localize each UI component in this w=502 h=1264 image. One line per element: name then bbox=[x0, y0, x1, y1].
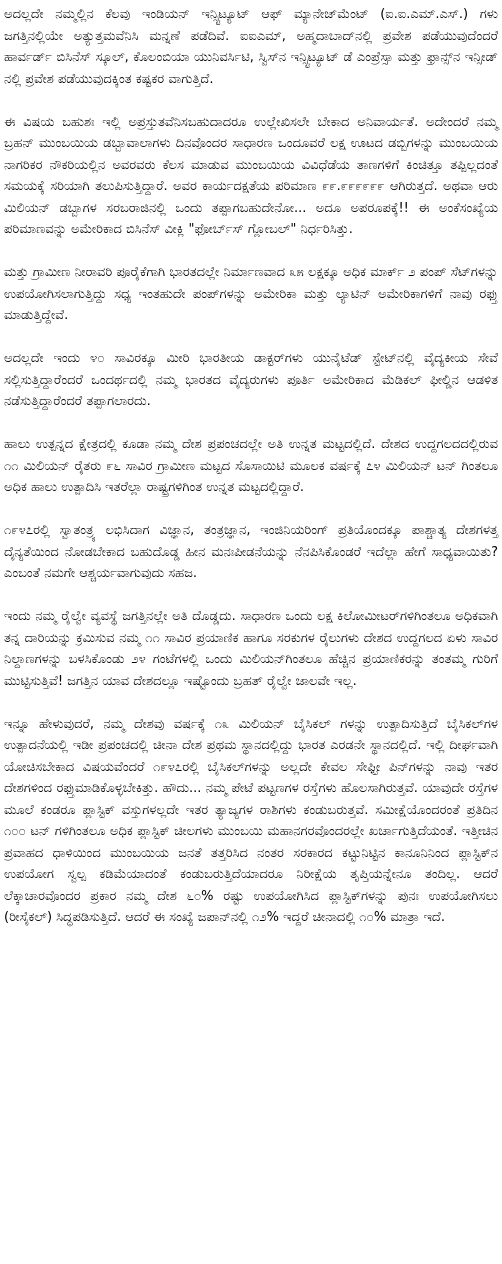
paragraph-milk-production: ಹಾಲು ಉತ್ಪನ್ನದ ಕ್ಷೇತ್ರದಲ್ಲಿ ಕೂಡಾ ನಮ್ಮ ದೇಶ ಪ್ರಪಂಚದಲ್ಲೇ ಅತಿ ಉನ್ನತ ಮಟ್ಟದಲ್ಲಿದೆ. ದೇಶದ ಉದ್ದಗಲದದಲ್ಲಿರುವ ೧೧ ಮಿಲಿಯನ್ ರೈತರು ೯೬ ಸಾವಿರ ಗ್ರಾಮೀಣ ಮಟ್ಟದ ಸೊಸಾಯಿಟಿ ಮೂಲಕ ವರ್ಷಕ್ಕೆ ೭೪ ಮಿಲಿಯನ್ ಟನ್ ಗಿಂತಲೂ ಅಧಿಕ ಹಾಲು ಉತ್ಪಾದಿಸಿ ಇತರೆಲ್ಲಾ ರಾಷ್ಟ್ರಗಳಿಗಿಂತ ಉನ್ನತ ಮಟ್ಟದಲ್ಲಿದ್ದಾರೆ. bbox=[4, 437, 498, 495]
paragraph-indian-doctors: ಅದಲ್ಲದೇ ಇಂದು ೪೦ ಸಾವಿರಕ್ಕೂ ಮೀರಿ ಭಾರತೀಯ ಡಾಕ್ಟರ್‌ಗಳು ಯುನೈಟೆಡ್ ಸ್ಟೇಟ್‌ನಲ್ಲಿ ವೈದ್ಯಕೀಯ ಸೇವೆ ಸಲ್ಲಿಸುತ್ತಿದ್ದಾರೆಂದರೆ ಒಂದರ್ಥದಲ್ಲಿ ನಮ್ಮ ಭಾರತದ ವೈದ್ಯರುಗಳು ಪೂರ್ತಿ ಅಮೇರಿಕಾದ ಮೆಡಿಕಲ್ ಫೀಲ್ಡಿನ ಆಡಳಿತ ನಡೆಸುತ್ತಿದ್ದಾರೆಂದರೆ ತಪ್ಪಾಗಲಾರದು. bbox=[4, 351, 498, 409]
paragraph-independence-1947: ೧೯೪೭ರಲ್ಲಿ ಸ್ವಾತಂತ್ರ್ಯ ಲಭಿಸಿದಾಗ ವಿಜ್ಞಾನ, ತಂತ್ರಜ್ಞಾನ, ಇಂಜಿನಿಯರಿಂಗ್ ಪ್ರತಿಯೊಂದಕ್ಕೂ ಪಾಶ್ಚಾತ್ಯ ದೇಶಗಳತ್ತ ದೈನ್ಯತೆಯಿಂದ ನೋಡಬೇಕಾದ ಬಹುದೊಡ್ಡ ಹೀನ ಮನಃಪೀಡನೆಯನ್ನು ನೆನಪಿಸಿಕೊಂಡರೆ ಇದೆಲ್ಲಾ ಹೇಗೆ ಸಾಧ್ಯವಾಯಿತು? ಎಂಬಂತೆ ನಮಗೇ ಆಶ್ಚರ್ಯವಾಗುವುದು ಸಹಜ. bbox=[4, 523, 498, 581]
paragraph-bicycles-plastic: ಇನ್ನೂ ಹೇಳುವುದರೆ, ನಮ್ಮ ದೇಶವು ವರ್ಷಕ್ಕೆ ೧೩ ಮಿಲಿಯನ್ ಬೈಸಿಕಲ್ ಗಳನ್ನು ಉತ್ಪಾದಿಸುತ್ತಿದೆ ಬೈಸಿಕಲ್‌ಗಳ ಉತ್ಪಾದನೆಯಲ್ಲಿ ಇಡೀ ಪ್ರಪಂಚದಲ್ಲಿ ಚೀನಾ ದೇಶ ಪ್ರಥಮ ಸ್ಥಾನದಲ್ಲಿದ್ದು ಭಾರತ ಎರಡನೇ ಸ್ಥಾನದಲ್ಲಿದೆ. ಇಲ್ಲಿ ದೀರ್ಘವಾಗಿ ಯೋಚಿಸಬೇಕಾದ ವಿಷಯವೆಂದರೆ ೧೯೪೭ರಲ್ಲಿ ಬೈಸಿಕಲ್‌ಗಳನ್ನು ಅಲ್ಲದೇ ಕೇವಲ ಸೇಫ್ಟೀ ಪಿನ್‌ಗಳನ್ನು ನಾವು ಇತರ ದೇಶಗಳಿಂದ ರಫ್ತುಮಾಡಿಕೊಳ್ಳಬೇಕಿತ್ತು. ಹೌದು... ನಮ್ಮ ಪೇಟೆ ಪಟ್ಟಣಗಳ ರಸ್ತೆಗಳು ಹೊಲಸಾಗಿರುತ್ತವೆ. ಯಾವುದೇ ರಸ್ತೆಗಳ ಮೂಲೆ ಕಂಡರೂ ಪ್ಲಾಸ್ಟಿಕ್ ವಸ್ತುಗಳಲ್ಲದೇ ಇತರ ತ್ಯಾಜ್ಯಗಳ ರಾಶಿಗಳು ಕಂಡುಬರುತ್ತವೆ. ಸಮೀಕ್ಷೆಯೊಂದರಂತೆ ಪ್ರತಿದಿನ ೧೦೦ ಟನ್ ಗಳಿಗಿಂತಲೂ ಅಧಿಕ ಪ್ಲಾಸ್ಟಿಕ್ ಚೀಲಗಳು ಮುಂಬಯಿ ಮಹಾನಗರವೊಂದರಲ್ಲೇ ಖರ್ಚಾಗುತ್ತಿದೆಯಂತೆ. ಇತ್ತೀಚಿನ ಪ್ರವಾಹದ ಧಾಳಿಯಿಂದ ಮುಂಬಯಿಯ ಜನತೆ ತತ್ತರಿಸಿದ ನಂತರ ಸರಕಾರದ ಕಟ್ಟುನಿಟ್ಟಿನ ಕಾನೂನಿನಿಂದ ಪ್ಲಾಸ್ಟಿಕ್‌ನ ಉಪಯೋಗ ಸ್ವಲ್ಪ ಕಡಿಮೆಯಾದಂತೆ ಕಂಡುಬರುತ್ತಿದೆಯಾದರೂ ನಿರೀಕ್ಷೆಯ ತೃಪ್ತಿಯನ್ನೇನೂ ತಂದಿಲ್ಲ. ಆದರೆ ಲೆಕ್ಕಾಚಾರವೊಂದರ ಪ್ರಕಾರ ನಮ್ಮ ದೇಶ ೬೦% ರಷ್ಟು ಉಪಯೋಗಿಸಿದ ಪ್ಲಾಸ್ಟಿಕ್‌ಗಳನ್ನು ಪುನಃ ಉಪಯೋಗಿಸಲು (ರೀಸೈಕಲ್) ಸಿದ್ಧಪಡಿಸುತ್ತಿದೆ. ಆದರೆ ಈ ಸಂಖ್ಯೆ ಜಪಾನ್‌ನಲ್ಲಿ ೧೨% ಇದ್ದರೆ ಚೀನಾದಲ್ಲಿ ೧೦% ಮಾತ್ರಾ ಇದೆ. bbox=[4, 716, 498, 925]
paragraph-indian-railways: ಇಂದು ನಮ್ಮ ರೈಲ್ವೇ ವ್ಯವಸ್ಥೆ ಜಗತ್ತಿನಲ್ಲೇ ಅತಿ ದೊಡ್ಡದು. ಸಾಧಾರಣ ಒಂದು ಲಕ್ಷ ಕಿಲೋಮೀಟರ್‌ಗಳಿಗಿಂತಲೂ ಅಧಿಕವಾಗಿ ತನ್ನ ದಾರಿಯನ್ನು ಕ್ರಮಿಸುವ ನಮ್ಮ ೧೧ ಸಾವಿರ ಪ್ರಯಾಣಿಕ ಹಾಗೂ ಸರಕುಗಳ ರೈಲುಗಳು ದೇಶದ ಉದ್ದಗಲದ ಏಳು ಸಾವಿರ ನಿಲ್ದಾಣಗಳನ್ನು ಬಳಸಿಕೊಂಡು ೨೪ ಗಂಟೆಗಳಲ್ಲಿ ಒಂದು ಮಿಲಿಯನ್‌ಗಿಂತಲೂ ಹೆಚ್ಚಿನ ಪ್ರಯಾಣಿಕರನ್ನು ತಂತಮ್ಮ ಗುರಿಗೆ ಮುಟ್ಟಿಸುತ್ತಿವೆ! ಜಗತ್ತಿನ ಯಾವ ದೇಶದಲ್ಲೂ ಇಷ್ಟೊಂದು ಬ್ರಹತ್ ರೈಲ್ವೇ ಜಾಲವೇ ಇಲ್ಲ. bbox=[4, 609, 498, 689]
paragraph-pump-sets: ಮತ್ತು ಗ್ರಾಮೀಣ ನೀರಾವರಿ ಪೂರೈಕೆಗಾಗಿ ಭಾರತದಲ್ಲೇ ನಿರ್ಮಾಣವಾದ ೩೫ ಲಕ್ಷಕ್ಕೂ ಅಧಿಕ ಮಾರ್ಕ್ ೨ ಪಂಪ್ ಸೆಟ್‌ಗಳನ್ನು ಉಪಯೋಗಿಸಲಾಗುತ್ತಿದ್ದು ಸಧ್ಯ ಇಂತಹುದೇ ಪಂಪ್‌ಗಳನ್ನು ಅಮೇರಿಕಾ ಮತ್ತು ಲ್ಯಾಟಿನ್ ಅಮೇರಿಕಾಗಳಿಗೆ ನಾವು ರಫ್ತು ಮಾಡುತ್ತಿದ್ದೇವೆ. bbox=[4, 265, 498, 323]
paragraph-iim-institutes: ಅದಲ್ಲದೇ ನಮ್ಮಲ್ಲಿನ ಕೆಲವು ಇಂಡಿಯನ್ ಇನ್ಸ್ಟಿಟ್ಯೂಟ್ ಆಫ್ ಮ್ಯಾನೇಜ್‌ಮೆಂಟ್ (ಐ.ಐ.ಎಮ್.ಎಸ್.) ಗಳು ಜಗತ್ತಿನಲ್ಲಿಯೇ ಅತ್ಯುತ್ತಮವೆನಿಸಿ ಮನ್ನಣೆ ಪಡೆದಿವೆ. ಐಐಎಮ್, ಅಹ್ಮದಾಬಾದ್‌ನಲ್ಲಿ ಪ್ರವೇಶ ಪಡೆಯುವುದೆಂದರೆ ಹಾರ್ವರ್ಡ್ ಬಿಸಿನೆಸ್ ಸ್ಕೂಲ್, ಕೊಲಂಬಿಯಾ ಯುನಿವರ್ಸಿಟಿ, ಸ್ವಿಸ್‌ನ ಇನ್ಸ್ಟಿಟ್ಯೂಟ್ ಡೆ ಎಂಪ್ರೆಸ್ಸಾ ಮತ್ತು ಫ್ರಾನ್ಸ್‌ನ ಇನ್ಸೀಡ್ ನಲ್ಲಿ ಪ್ರವೇಶ ಪಡೆಯುವುದಕ್ಕಿಂತ ಕಷ್ಟಕರ ವಾಗುತ್ತಿದೆ. bbox=[4, 7, 498, 87]
paragraph-mumbai-dabbawalas: ಈ ವಿಷಯ ಬಹುಶಃ ಇಲ್ಲಿ ಅಪ್ರಸ್ತುತವೆನಿಸಬಹುದಾದರೂ ಉಲ್ಲೇಖಿಸಲೇ ಬೇಕಾದ ಅನಿವಾರ್ಯತೆ. ಅದೇಂದರೆ ನಮ್ಮ ಬ್ರಹನ್ ಮುಂಬಯಿಯ ಡಬ್ಬಾವಾಲಾಗಳು ದಿನವೊಂದರ ಸಾಧಾರಣ ಒಂದೂವರೆ ಲಕ್ಷ ಊಟದ ಡಬ್ಬಿಗಳನ್ನು ಮುಂಬಯಿಯ ನಾಗರಿಕರ ನೌಕರಿಯಲ್ಲಿನ ಅವರವರು ಕೆಲಸ ಮಾಡುವ ಮುಂಬಯಿಯ ವಿವಿಧೆಡೆಯ ತಾಣಗಳಿಗೆ ಕಿಂಚಿತ್ತೂ ತಪ್ಪಿಲ್ಲದಂತೆ ಸಮಯಕ್ಕೆ ಸರಿಯಾಗಿ ತಲುಪಿಸುತ್ತಿದ್ದಾರೆ. ಅವರ ಕಾರ್ಯದಕ್ಷತೆಯ ಪರಿಮಾಣ ೯೯.೯೯೯೯೯೯ ಆಗಿರುತ್ತದೆ. ಅಥವಾ ಆರು ಮಿಲಿಯನ್ ಡಬ್ಬಾಗಳ ಸರಬರಾಜಿನಲ್ಲಿ ಒಂದು ತಪ್ಪಾಗಬಹುದೇನೋ... ಅದೂ ಅಪರೂಪಕ್ಕೆ!! ಈ ಅಂಕೆಸಂಖ್ಯೆಯ ಪರಿಮಾಣವನ್ನು ಅಮೇರಿಕಾದ ಬಿಸಿನೆಸ್ ವೀಕ್ಲಿ "ಫೋರ್ಬ್‌ಸ್ ಗ್ಲೋಬಲ್" ನಿರ್ಧರಿಸಿತ್ತು. bbox=[4, 114, 498, 237]
